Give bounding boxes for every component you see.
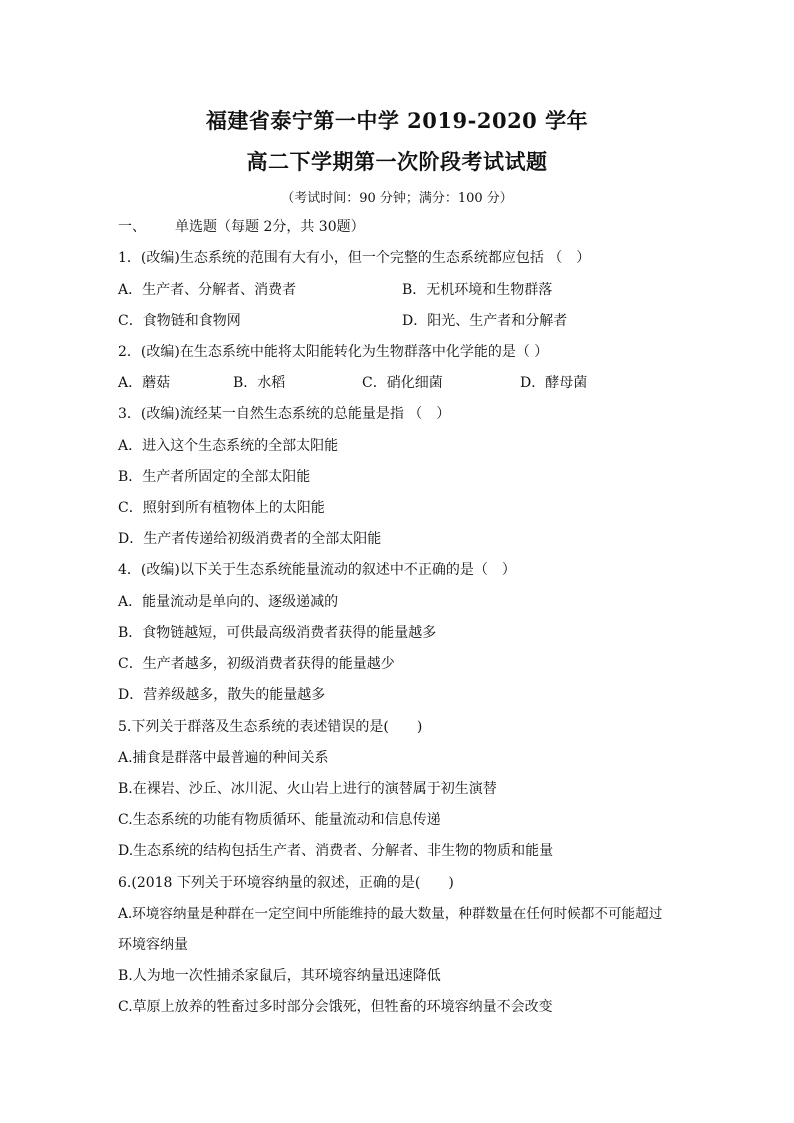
question-5-option-c: C.生态系统的功能有物质循环、能量流动和信息传递 bbox=[118, 812, 441, 828]
question-1-stem: 1．(改编)生态系统的范围有大有小，但一个完整的生态系统都应包括 （ ） bbox=[118, 250, 591, 266]
question-5-option-d: D.生态系统的结构包括生产者、消费者、分解者、非生物的物质和能量 bbox=[118, 843, 554, 859]
section-number: 一、 bbox=[118, 219, 146, 235]
question-6-option-b: B.人为地一次性捕杀家鼠后，其环境容纳量迅速降低 bbox=[118, 968, 441, 984]
question-5-option-b: B.在裸岩、沙丘、冰川泥、火山岩上进行的演替属于初生演替 bbox=[118, 781, 497, 797]
question-5-option-a: A.捕食是群落中最普遍的种间关系 bbox=[118, 750, 329, 766]
exam-title-line2: 高二下学期第一次阶段考试试题 bbox=[246, 149, 548, 174]
question-4-option-d: D．营养级越多，散失的能量越多 bbox=[118, 687, 326, 703]
question-3-option-c: C．照射到所有植物体上的太阳能 bbox=[118, 500, 325, 516]
question-2-option-a: A．蘑菇 bbox=[118, 375, 171, 391]
question-4-option-b: B．食物链越短，可供最高级消费者获得的能量越多 bbox=[118, 625, 437, 641]
question-2-option-c: C．硝化细菌 bbox=[362, 375, 443, 391]
question-1-option-c: C．食物链和食物网 bbox=[118, 313, 241, 329]
question-6-option-c: C.草原上放养的牲畜过多时部分会饿死，但牲畜的环境容纳量不会改变 bbox=[118, 999, 553, 1015]
question-1-option-b: B．无机环境和生物群落 bbox=[402, 282, 553, 298]
question-6-option-a-line2: 环境容纳量 bbox=[118, 937, 188, 953]
question-2-option-d: D．酵母菌 bbox=[520, 375, 588, 391]
question-1-option-a: A．生产者、分解者、消费者 bbox=[118, 282, 297, 298]
exam-title-line1: 福建省泰宁第一中学 2019-2020 学年 bbox=[205, 108, 589, 133]
question-4-stem: 4．(改编)以下关于生态系统能量流动的叙述中不正确的是（ ） bbox=[118, 562, 516, 578]
question-6-stem: 6.(2018 下列关于环境容纳量的叙述，正确的是( ) bbox=[118, 875, 454, 891]
question-1-option-d: D．阳光、生产者和分解者 bbox=[402, 313, 568, 329]
question-5-stem: 5.下列关于群落及生态系统的表述错误的是( ) bbox=[118, 719, 423, 735]
section-heading: 单选题（每题 2分，共 30题） bbox=[175, 219, 365, 235]
question-4-option-a: A．能量流动是单向的、逐级递减的 bbox=[118, 594, 339, 610]
question-3-option-d: D．生产者传递给初级消费者的全部太阳能 bbox=[118, 531, 382, 547]
question-2-stem: 2．(改编)在生态系统中能将太阳能转化为生物群落中化学能的是（ ） bbox=[118, 344, 549, 360]
exam-info: （考试时间：90 分钟；满分：100 分） bbox=[281, 191, 513, 206]
question-2-option-b: B．水稻 bbox=[233, 375, 286, 391]
question-3-option-a: A．进入这个生态系统的全部太阳能 bbox=[118, 438, 339, 454]
question-6-option-a-line1: A.环境容纳量是种群在一定空间中所能维持的最大数量，种群数量在任何时候都不可能超过 bbox=[118, 906, 663, 922]
question-4-option-c: C．生产者越多，初级消费者获得的能量越少 bbox=[118, 656, 395, 672]
question-3-option-b: B．生产者所固定的全部太阳能 bbox=[118, 469, 311, 485]
question-3-stem: 3．(改编)流经某一自然生态系统的总能量是指 （ ） bbox=[118, 406, 451, 422]
